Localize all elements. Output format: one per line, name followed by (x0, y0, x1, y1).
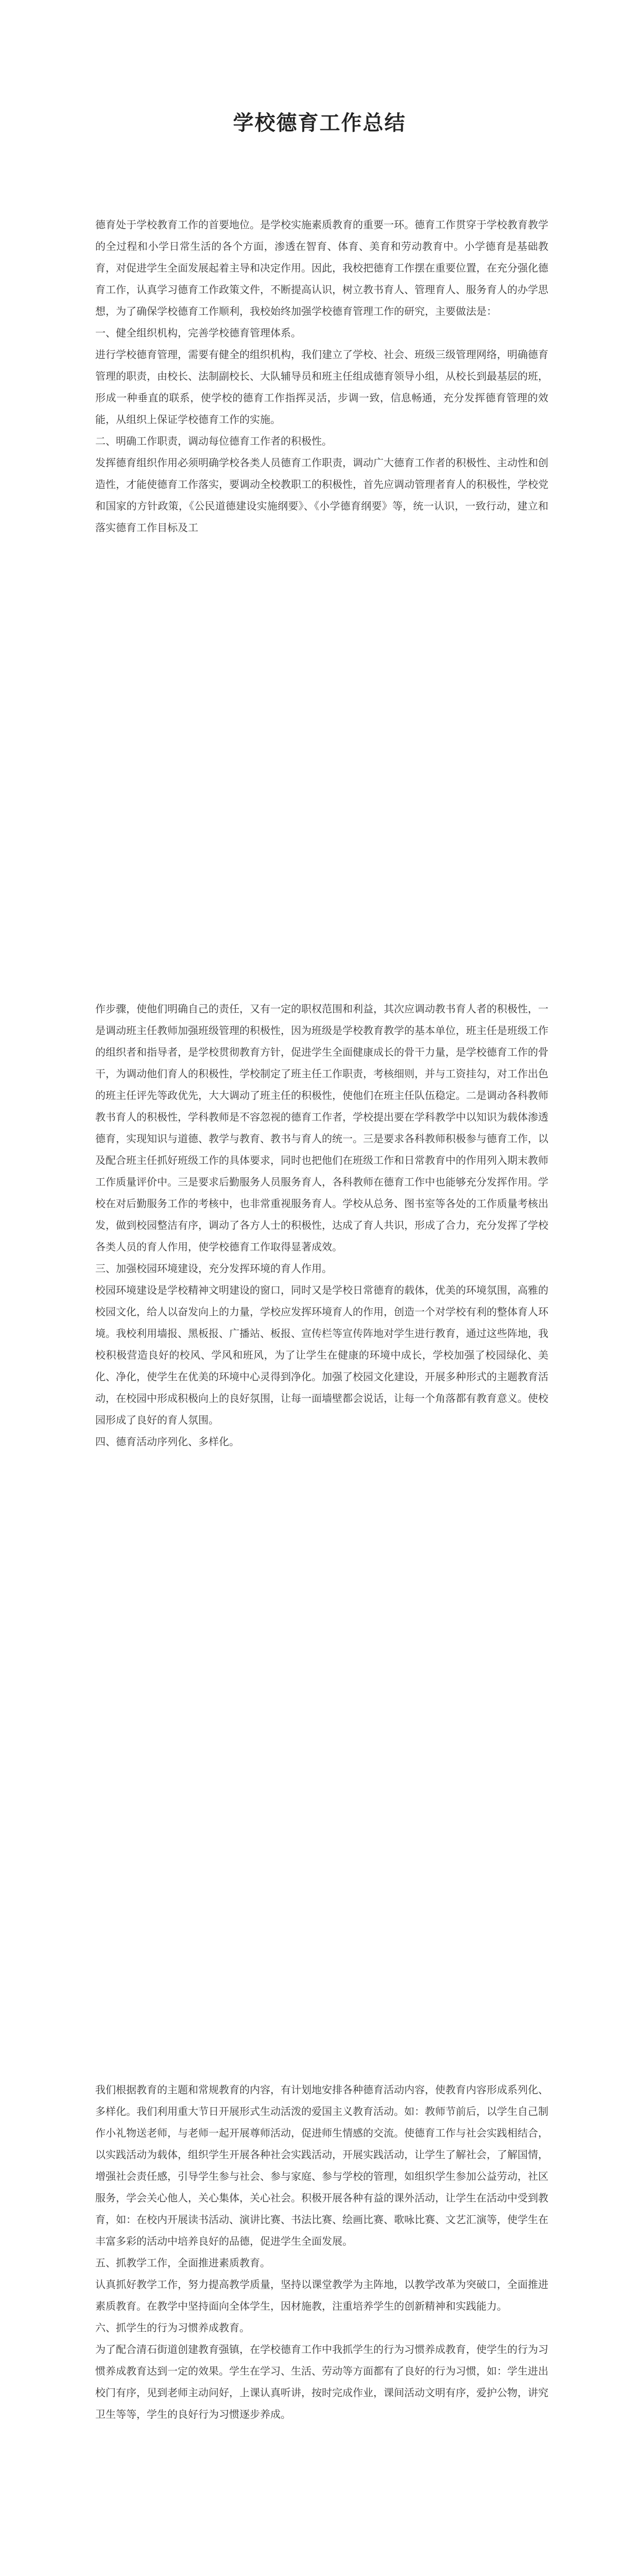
document-title: 学校德育工作总结 (233, 110, 406, 135)
paragraph: 发挥德育组织作用必须明确学校各类人员德育工作职责，调动广大德育工作者的积极性、主动性和创造性，才能使德育工作落实，要调动全校教职工的积极性，首先应调动管理者育人的积极性，学校党和国家的方针政策，《公民道德建设实施纲要》、《小学德育纲要》等，统一认识，一致行动，建立和落实德育工作目标及工 (95, 456, 548, 534)
section-heading: 六、抓学生的行为习惯养成教育。 (95, 2321, 250, 2334)
section-heading: 一、健全组织机构，完善学校德育管理体系。 (95, 327, 301, 339)
paragraph: 德育处于学校教育工作的首要地位。是学校实施素质教育的重要一环。德育工作贯穿于学校教育教学的全过程和小学日常生活的各个方面，渗透在智育、体育、美育和劳动教育中。小学德育是基础教育，对促进学生全面发展起着主导和决定作用。因此，我校把德育工作摆在重要位置，在充分强化德育工作，认真学习德育工作政策文件，不断提高认识，树立教书育人、管理育人、服务育人的办学思想，为了确保学校德育工作顺利，我校始终加强学校德育管理工作的研究，主要做法是： (95, 218, 548, 317)
paragraph: 为了配合清石街道创建教育强镇，在学校德育工作中我抓学生的行为习惯养成教育，使学生的行为习惯养成教育达到一定的效果。学生在学习、生活、劳动等方面都有了良好的行为习惯，如：学生进出校门有序，见到老师主动问好，上课认真听讲，按时完成作业，课间活动文明有序，爱护公物，讲究卫生等等，学生的良好行为习惯逐步养成。 (95, 2343, 548, 2420)
paragraph: 我们根据教育的主题和常规教育的内容，有计划地安排各种德育活动内容，使教育内容形成系列化、多样化。我们利用重大节日开展形式生动活泼的爱国主义教育活动。如：教师节前后，以学生自己制作小礼物送老师，与老师一起开展尊师活动，促进师生情感的交流。使德育工作与社会实践相结合，以实践活动为载体，组织学生开展各种社会实践活动，开展实践活动，让学生了解社会，了解国情，增强社会责任感，引导学生参与社会、参与家庭、参与学校的管理，如组织学生参加公益劳动，社区服务，学会关心他人，关心集体，关心社会。积极开展各种有益的课外活动，让学生在活动中受到教育，如：在校内开展读书活动、演讲比赛、书法比赛、绘画比赛、歌咏比赛、文艺汇演等，使学生在丰富多彩的活动中培养良好的品德，促进学生全面发展。 (95, 2083, 548, 2247)
text-block-2 (95, 998, 548, 1452)
paragraph: 进行学校德育管理，需要有健全的组织机构，我们建立了学校、社会、班级三级管理网络，明确德育管理的职责，由校长、法制副校长、大队辅导员和班主任组成德育领导小组，从校长到最基层的班，形成一种垂直的联系，使学校的德育工作指挥灵活，步调一致，信息畅通，充分发挥德育管理的效能，从组织上保证学校德育工作的实施。 (95, 348, 548, 426)
section-heading: 二、明确工作职责，调动每位德育工作者的积极性。 (95, 435, 332, 447)
section-heading: 四、德育活动序列化、多样化。 (95, 1435, 239, 1448)
paragraph: 作步骤，使他们明确自己的责任，又有一定的职权范围和利益，其次应调动教书育人者的积极性，一是调动班主任教师加强班级管理的积极性，因为班级是学校教育教学的基本单位，班主任是班级工作的组织者和指导者，是学校贯彻教育方针，促进学生全面健康成长的骨干力量，是学校德育工作的骨干，为调动他们育人的积极性，学校制定了班主任工作职责，考核细则，并与工资挂勾，对工作出色的班主任评先等政优先，大大调动了班主任的积极性，使他们在班主任队伍稳定。二是调动各科教师教书育人的积极性，学科教师是不容忽视的德育工作者，学校提出要在学科教学中以知识为载体渗透德育，实现知识与道德、教学与教育、教书与育人的统一。三是要求各科教师积极参与德育工作，以及配合班主任抓好班级工作的具体要求，同时也把他们在班级工作和日常教育中的作用列入期末教师工作质量评价中。三是要求后勤服务人员服务育人，各科教师在德育工作中也能够充分发挥作用。学校在对后勤服务工作的考核中，也非常重视服务育人。学校从总务、图书室等各处的工作质量考核出发，做到校园整洁有序，调动了各方人士的积极性，达成了育人共识，形成了合力，充分发挥了学校各类人员的育人作用，使学校德育工作取得显著成效。 (95, 1003, 548, 1253)
section-heading: 三、加强校园环境建设，充分发挥环境的育人作用。 (95, 1262, 332, 1275)
section-heading: 五、抓教学工作，全面推进素质教育。 (95, 2257, 270, 2269)
paragraph: 校园环境建设是学校精神文明建设的窗口，同时又是学校日常德育的载体，优美的环境氛围，高雅的校园文化，给人以奋发向上的力量，学校应发挥环境育人的作用，创造一个对学校有利的整体育人环境。我校利用墙报、黑板报、广播站、板报、宣传栏等宣传阵地对学生进行教育，通过这些阵地，我校积极营造良好的校风、学风和班风，为了让学生在健康的环境中成长，学校加强了校园绿化、美化、净化，使学生在优美的环境中心灵得到净化。加强了校园文化建设，开展多种形式的主题教育活动，在校园中形成积极向上的良好氛围，让每一面墙壁都会说话，让每一个角落都有教育意义。使校园形成了良好的育人氛围。 (95, 1284, 548, 1426)
text-block-3 (95, 2079, 548, 2425)
text-block-1 (95, 214, 548, 538)
paragraph: 认真抓好教学工作，努力提高教学质量，坚持以课堂教学为主阵地，以教学改革为突破口，全面推进素质教育。在教学中坚持面向全体学生，因材施教，注重培养学生的创新精神和实践能力。 (95, 2278, 548, 2312)
